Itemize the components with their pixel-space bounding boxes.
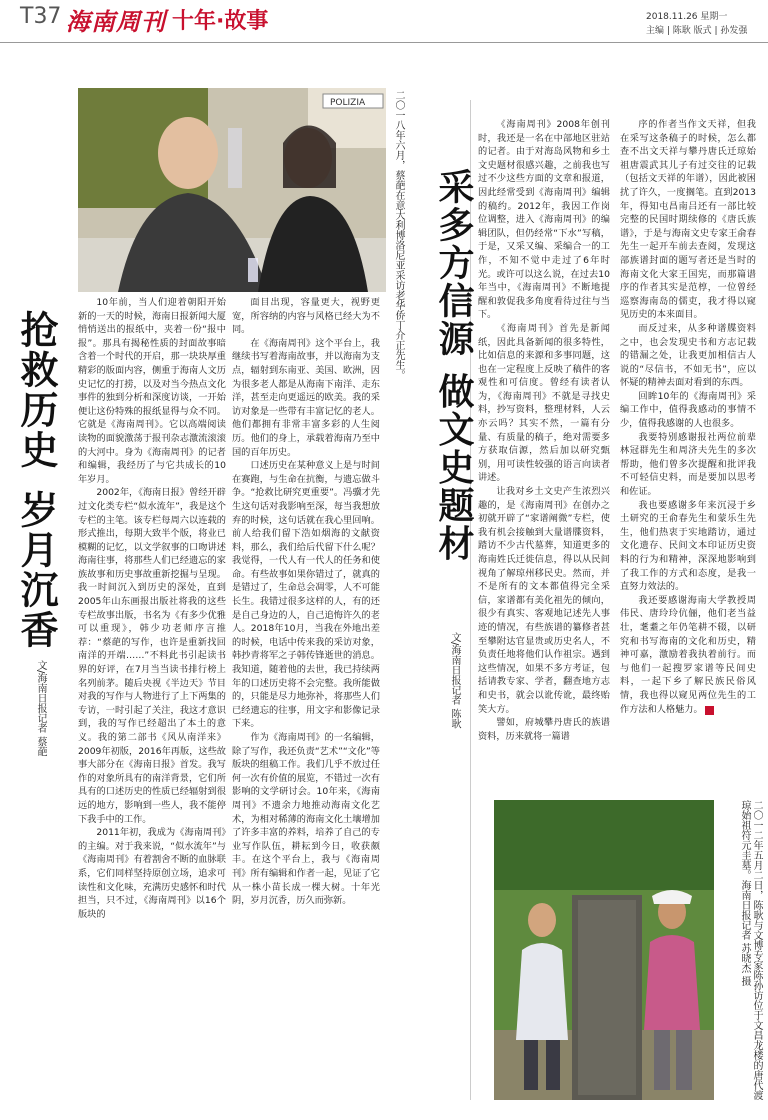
left-story-column-1 — [78, 296, 226, 1096]
header-meta — [646, 10, 756, 38]
right-paragraph: 而反过来，从多种谱牒资料之中，也会发现史书和方志记载的错漏之处，让我更加相信古人说的“尽信书，不如无书”，应以怀疑的精神去面对看到的东西。 — [620, 322, 756, 389]
left-paragraph: 10年前，当人们迎着朝阳开始新的一天的时候，海南日报新闻大厦悄悄送出的报纸中，夹着一份“报中报”。那具有揭秘性质的封面故事暗含着一个时代的开启，那一块块厚重精彩的版面内容，侧重于海南人文历史记忆的打捞，以及对当今热点文化事件的独到分析和深度访谈，一开始便让这份特殊的报纸显得与众不同。它就是《海南周刊》。它以高端阅读读物的面貌激荡于报刊杂志激流滚滚的大河中。身为《海南周刊》的记者和编辑，我经历了与它共成长的10年岁月。 — [78, 297, 226, 485]
photo-interview-illustration — [78, 88, 386, 292]
right-paragraph: 让我对乡土文史产生浓烈兴趣的，是《海南周刊》在创办之初就开辟了“家谱阐微”专栏，使我有机会接触到大量谱牒资料，踏访不少古代墓葬，知道更多的海南姓氏迁徙信息，得以从民间视角了解琼州移民史。然而，并不是所有的文本都值得完全采信，家谱都有美化祖先的倾向，很少有真实、客观地记述先人事迹的情况，有些族谱的纂修者甚至攀附达官显贵或历史名人，不负责任地将他们认作祖宗。遇到这些情况，如果不多方考证，包括请教专家、学者，翻查地方志和史书，就会以讹传讹，最终贻笑大方。 — [478, 486, 610, 715]
right-paragraph: 我还要感谢海南大学教授周伟民、唐玲玲伉俪，他们老当益壮，耄耋之年仍笔耕不辍，以研究和书写海南的文化和历史，精神可嘉，激励着我执着前行。而与他们一起搜罗家谱等民间史料，一起下乡了解民族民俗风情，我也得以窥见两位先生的工作方法和人格魅力。 終 — [620, 594, 756, 715]
left-byline: 文/海南日报记者 蔡葩 — [35, 660, 46, 757]
photo-interview — [78, 88, 386, 292]
editor-credits: 主编 | 陈耿 版式 | 孙发强 — [646, 26, 748, 36]
left-title-part-a: 抢救历史 — [14, 310, 59, 470]
right-story-column-1 — [478, 118, 610, 790]
photo-tomb-visit — [494, 800, 714, 1100]
left-photo-caption: 二〇一八年六月，蔡葩在意大利博洛尼亚采访老华侨丁介正先生。 — [393, 90, 404, 380]
issue-date: 2018.11.26 星期一 — [646, 12, 728, 22]
end-mark: 終 — [705, 706, 714, 715]
section-title: 十年·故事 — [172, 9, 269, 34]
left-story-column-2 — [232, 296, 380, 1096]
header-rule — [0, 42, 768, 43]
brand-logo: 海南周刊 — [66, 7, 166, 36]
right-paragraph: 譬如，府城攀丹唐氏的族谱资料，历来就将一篇谱 — [478, 717, 610, 742]
right-story-title: 采多方信源 做文史题材 — [433, 168, 475, 563]
right-paragraph: 回眸10年的《海南周刊》采编工作中，值得我感动的事情不少，值得我感谢的人也很多。 — [620, 390, 756, 430]
right-paragraph: 《海南周刊》2008年创刊时，我还是一名在中部地区驻站的记者。由于对海岛风物和乡土文史题材很感兴趣，之前我也写过不少这些方面的文章和报道，因此经常受到《海南周刊》编辑的稿约。2012年，我因工作岗位调整，进入《海南周刊》的编辑团队，但仍经常“下水”写稿，于是，又采又编、采编合一的工作，不知不觉中走过了6年时光。或许可以这么说，在过去10年当中，《海南周刊》不断地提醒和敦促我多角度看待过往与当下。 — [478, 119, 610, 321]
left-paragraph: 2011年初，我成为《海南周刊》的主编。对于我来说，“似水流年”与《海南周刊》有着割舍不断的血脉联系，它们同样坚持原创立场，追求可读性和文化味，充满历史感怀和时代担当，只不过，《海南周刊》以16个版块的 — [78, 827, 226, 920]
right-paragraph: 我要特别感谢报社两位前辈林冠群先生和周济夫先生的多次帮助，他们曾多次提醒和批评我不可轻信史料，而是要加以思考和佐证。 — [620, 431, 756, 498]
photo-tomb-illustration — [494, 800, 714, 1100]
page-number: T37 — [20, 4, 62, 29]
left-title-part-b: 岁月沉香 — [14, 490, 59, 650]
right-story-column-2 — [620, 118, 756, 790]
right-paragraph: 我也要感谢多年来沉浸于乡土研究的王俞春先生和蒙乐生先生，他们热衷于实地踏访，通过文化遗存、民间文本印证历史资料的行为和精神，深深地影响到了我工作的方式和态度，是我一直努力效法的。 — [620, 499, 756, 593]
left-paragraph: 在《海南周刊》这个平台上，我继续书写着海南故事，并以海南为支点，辐射到东南亚、美国、欧洲，因为很多老人都是从海南下南洋、走东洋，甚至走向更遥远的欧美。我的采访对象是一些带有丰富记忆的老人。他们都拥有非常丰富多彩的人生阅历。他们的身上，承载着海南乃至中国的百年历史。 — [232, 337, 380, 458]
right-paragraph: 《海南周刊》首先是新闻纸，因此具备新闻的很多特性，比如信息的来源和多事同题，这也在一定程度上反映了稿件的客观性和可信度。曾经有读者认为，《海南周刊》不就是寻找史料，抄写资料，整理材料，人云亦云吗？其实不然，一篇有分量、有质量的稿子，绝对需要多方获取信源，然后加以研究甄别，用可读性较强的语言向读者讲述。 — [478, 322, 610, 484]
left-paragraph: 口述历史在某种意义上是与时间在赛跑，与生命在抗衡，与遗忘做斗争。“抢救比研究更重要”。冯骥才先生这句话对我影响至深，每当我想放弃的时候，这句话就在我心里回响。前人给我们留下浩如烟海的文献资料，那么，我们给后代留下什么呢？我觉得，一代人有一代人的任务和使命。有些故事如果你错过了，就真的是错过了，生命总会凋零，人不可能长生。我错过很多这样的人，有的还是自己身边的人，自己追悔许久的老人。2018年10月，当我在外地出差的时候，电话中传来我的采访对象，韩抄青将军之子韩传锋逝世的消息。我知道，随着他的去世，我已持续两年的口述历史将不会完整。我所能做的，只能是尽力地弥补，将那些人们已经遗忘的往事，用文字和影像记录下来。 — [232, 460, 380, 730]
right-byline: 文/海南日报记者 陈耿 — [449, 632, 460, 729]
left-paragraph: 作为《海南周刊》的一名编辑，除了写作，我还负责“艺术”“文化”等版块的组稿工作。我们几乎不放过任何一次有价值的展览，不错过一次有影响的文学研讨会。10年来，《海南周刊》不遗余力地推动海南文化艺术，为相对稀薄的海南文化土壤增加了许多丰富的养料，培养了自己的专业写作队伍，耕耘到今日，收获颇丰。在这个平台上，我与《海南周刊》所有编辑和作者一起，见证了它从一株小苗长成一棵大树。十年光阴，岁月沉香，历久而弥新。 — [232, 732, 380, 907]
photo-sign-text: POLIZIA — [330, 98, 366, 108]
left-paragraph: 2002年，《海南日报》曾经开辟过文化类专栏“似水流年”，我是这个专栏的主笔。该专栏每周六以连载的形式推出，每期大致半个版，将业已模糊的记忆，以文学叙事的口吻讲述海南往事，将那些人们已经遗忘的家族故事和历史事故重新挖掘与呈现。我一时间沉入到历史的深处，直到2005年山东画报出版社将我的这些专栏故事出版，书名为《有多少优雅可以重现》，韩少功老师序言推荐：“蔡葩的写作，也许是重新找回南洋的开端……”不料此书引起读书界的好评，在7月当当读书排行榜上名列前茅。随后央视《半边天》节目对我的写作与人物进行了上下两集的专访，一时引起了关注，我这才意识到，我的写作已经超出了本土的意义。我的第二部书《风从南洋来》2009年初版，2016年再版，这些故事大部分在《海南日报》首发。我写作的对象所具有的南洋背景，它们所具有的口述历史的性质已经辐射到很远的地方，影响到一些人，我不能停下我手中的工作。 — [78, 487, 226, 825]
right-photo-caption: 二〇一二年五月二日，陈耿与文博专家陈孙访位于文昌龙楼的唐代渡琼始祖符元圭墓。海南日报记者 苏晓杰 摄 — [739, 800, 762, 1100]
left-paragraph: 面目出现，容量更大，视野更宽，所容纳的内容与风格已经大为不同。 — [232, 297, 380, 336]
right-paragraph: 序的作者当作文天祥，但我在采写这条稿子的时候，怎么都查不出文天祥与攀丹唐氏迁琼始祖唐震武其儿子有过交往的记载（包括文天祥的年谱），因此被困扰了许久，一度搁笔。直到2013年，得知屯昌南吕还有一部比较完整的民国时期续修的《唐氏族谱》，于是与海南文史专家王俞春先生一起开车前去查阅，发现这部族谱封面的题写者还是当时的海南文化大家王国宪，而那篇谱序的作者其实是范椁，一位曾经巡察海南岛的儒吏，我才得以窥见历史的本来面目。 — [620, 119, 756, 321]
